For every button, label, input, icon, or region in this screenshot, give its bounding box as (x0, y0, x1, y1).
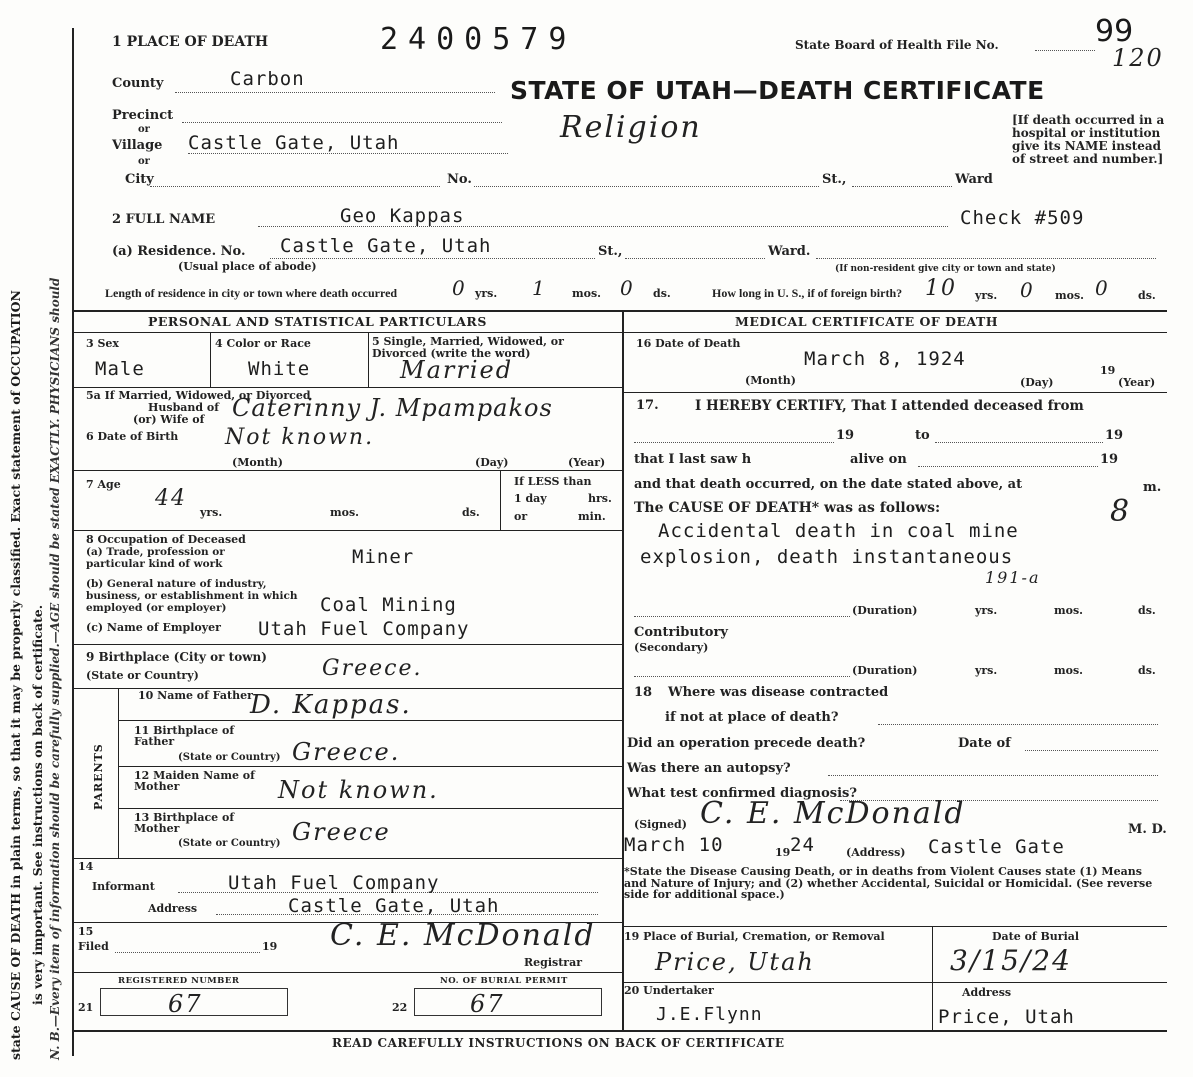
undertaker-address: Price, Utah (938, 1006, 1075, 1028)
us-residence-label: How long in U. S., if of foreign birth? (712, 286, 903, 300)
physician-address: Castle Gate (928, 836, 1065, 858)
race-value: White (248, 358, 311, 380)
occupation-value: Miner (352, 546, 415, 568)
mother-birthplace: Greece (292, 818, 391, 846)
precinct-label: Precinct (112, 108, 174, 123)
informant-address: Castle Gate, Utah (288, 895, 500, 917)
margin-line-2: is very important. See instructions on back of certificate. (30, 604, 45, 1005)
employer-value: Utah Fuel Company (258, 618, 470, 640)
full-name-label: 2 FULL NAME (112, 212, 216, 227)
father-name: D. Kappas. (250, 690, 412, 720)
full-name-value: Geo Kappas (340, 205, 465, 227)
city-label: City (125, 172, 154, 187)
birth-date-value: Not known. (225, 425, 375, 450)
birthplace-value: Greece. (322, 656, 423, 681)
industry-value: Coal Mining (320, 594, 457, 616)
file-number: 99 (1095, 14, 1134, 49)
religion-handwritten: Religion (560, 110, 702, 145)
non-resident-note: (If non-resident give city or town and state) (835, 264, 1056, 274)
county-label: County (112, 76, 164, 91)
burial-permit-box (414, 988, 602, 1016)
personal-heading: PERSONAL AND STATISTICAL PARTICULARS (148, 314, 487, 329)
hospital-note: [If death occurred in a hospital or institution give its NAME instead of street and number.] (1012, 113, 1165, 166)
parents-label: PARENTS (92, 743, 105, 810)
county-value: Carbon (230, 68, 305, 90)
frame-top-divider (72, 310, 1167, 312)
length-residence-label: Length of residence in city or town where death occurred (105, 286, 398, 300)
time-of-death: 8 (1110, 494, 1132, 529)
street-number-label: No. (447, 172, 472, 187)
check-number: Check #509 (960, 207, 1085, 229)
frame-left (72, 28, 74, 1056)
cause-line-1: Accidental death in coal mine (658, 520, 1019, 542)
margin-line-1: state CAUSE OF DEATH in plain terms, so that it may be properly classified. Exact statement of OCCUPATION (8, 290, 23, 1060)
footer-instructions: READ CAREFULLY INSTRUCTIONS ON BACK OF CERTIFICATE (332, 1036, 785, 1050)
residence-label: (a) Residence. No. (112, 244, 246, 259)
place-of-death-label: 1 PLACE OF DEATH (112, 34, 269, 50)
file-number-secondary: 120 (1112, 44, 1164, 72)
cause-line-2: explosion, death instantaneous (640, 546, 1014, 568)
village-value: Castle Gate, Utah (188, 132, 400, 154)
burial-place: Price, Utah (655, 948, 815, 976)
registered-number: 67 (168, 990, 203, 1018)
medical-heading: MEDICAL CERTIFICATE OF DEATH (735, 314, 999, 329)
mother-name: Not known. (278, 776, 439, 804)
certificate-number: 2400579 (380, 22, 577, 57)
marital-status-value: Married (400, 356, 514, 384)
registrar-signature: C. E. McDonald (330, 918, 596, 953)
father-birthplace: Greece. (292, 738, 401, 766)
informant-value: Utah Fuel Company (228, 872, 440, 894)
column-divider (622, 310, 624, 1030)
margin-line-3: N. B.—Every item of information should be carefully supplied.—AGE should be stated EXACTLY. PHYSICIANS should (48, 277, 62, 1060)
burial-date: 3/15/24 (950, 944, 1072, 977)
undertaker-name: J.E.Flynn (656, 1004, 763, 1025)
usual-abode-label: (Usual place of abode) (178, 260, 317, 273)
signed-year: 24 (790, 834, 815, 856)
village-label: Village (112, 138, 163, 153)
death-date-value: March 8, 1924 (804, 348, 966, 370)
frame-bottom (72, 1030, 1167, 1032)
street-label: St., (822, 172, 847, 187)
physician-signature: C. E. McDonald (700, 796, 966, 831)
ward-label: Ward (955, 172, 993, 187)
residence-value: Castle Gate, Utah (280, 235, 492, 257)
age-value: 44 (155, 486, 187, 511)
burial-permit-number: 67 (470, 990, 505, 1018)
cause-footnote: *State the Disease Causing Death, or in deaths from Violent Causes state (1) Means and Nature of Injury; and (2) whether Accidental, Suicidal or Homicidal. (See reverse side for additional space.) (624, 865, 1153, 901)
file-number-label: State Board of Health File No. (795, 38, 999, 52)
certificate-title: STATE OF UTAH—DEATH CERTIFICATE (510, 76, 1045, 105)
cause-code: 191-a (985, 568, 1041, 587)
sex-value: Male (95, 358, 145, 380)
signed-date: March 10 (624, 834, 724, 856)
spouse-name: Caterinny J. Mpampakos (232, 394, 553, 422)
